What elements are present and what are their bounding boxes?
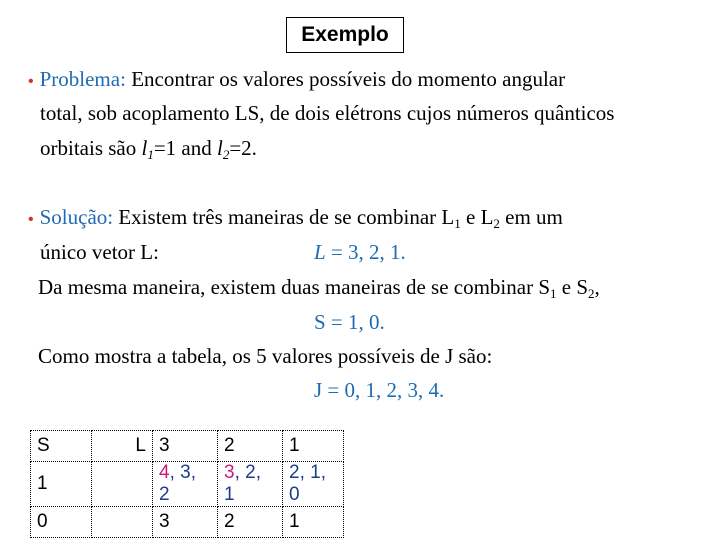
problem-line-3 <box>40 136 257 161</box>
row-cell-l3 <box>153 462 218 507</box>
s-values <box>314 310 385 335</box>
coupling-table <box>30 430 344 538</box>
problem-text-1: Encontrar os valores possíveis do momento angular <box>131 67 566 91</box>
l-symbol: L <box>314 240 326 264</box>
solution-line-1 <box>28 205 563 230</box>
solution-text-3b: e S <box>561 275 588 299</box>
header-l: L <box>92 431 153 462</box>
cell-value: 3 <box>159 511 170 532</box>
solution-line-5 <box>38 344 492 369</box>
l1-value: =1 and <box>153 136 212 160</box>
row-s: 1 <box>31 462 92 507</box>
table-header-row <box>31 431 344 462</box>
row-cell-l1: 1 <box>283 507 344 538</box>
row-cell-l3 <box>153 507 218 538</box>
l-sub-1: 1 <box>454 216 461 231</box>
solution-text-3c: , <box>594 275 600 299</box>
problem-label: Problema: <box>39 67 126 91</box>
l2-symbol: l <box>217 136 223 160</box>
solution-line-3 <box>38 275 600 300</box>
header-l3: 3 <box>153 431 218 462</box>
table-row <box>31 507 344 538</box>
highlight-value: 4 <box>159 462 170 483</box>
row-s: 0 <box>31 507 92 538</box>
header-l1: 1 <box>283 431 344 462</box>
bullet-icon: • <box>28 73 34 90</box>
cell-value: , 2, 1 <box>224 462 261 505</box>
l-values-text: = 3, 2, 1. <box>330 240 406 264</box>
solution-text-1b: e L <box>466 205 494 229</box>
solution-text-2a: único vetor L: <box>40 240 159 264</box>
solution-text-5: Como mostra a tabela, os 5 valores possíveis de J são: <box>38 344 493 368</box>
row-empty <box>92 462 153 507</box>
j-values-text: J = 0, 1, 2, 3, 4. <box>314 378 445 402</box>
solution-text-1c: em um <box>505 205 563 229</box>
s-sub-2: 2 <box>588 286 595 301</box>
solution-text-3a: Da mesma maneira, existem duas maneiras de se combinar S <box>38 275 550 299</box>
l1-subscript: 1 <box>147 147 154 162</box>
row-cell-l2 <box>218 462 283 507</box>
s-values-text: S = 1, 0. <box>314 310 385 334</box>
l2-value: =2. <box>229 136 257 160</box>
row-empty <box>92 507 153 538</box>
bullet-icon: • <box>28 211 34 228</box>
cell-value: , 3, 2 <box>159 462 196 505</box>
row-cell-l2 <box>218 507 283 538</box>
l-values <box>314 240 406 265</box>
cell-value: 2 <box>224 511 235 532</box>
problem-text-3: orbitais são <box>40 136 137 160</box>
problem-text-2: total, sob acoplamento LS, de dois elétrons cujos números quânticos <box>40 101 615 125</box>
j-values <box>314 378 444 403</box>
table-row <box>31 462 344 507</box>
problem-line-1 <box>28 67 565 92</box>
problem-line-2 <box>40 101 614 126</box>
highlight-value: 3 <box>224 462 235 483</box>
header-s: S <box>31 431 92 462</box>
solution-text-1a: Existem três maneiras de se combinar L <box>118 205 455 229</box>
l-sub-2: 2 <box>493 216 500 231</box>
page-title: Exemplo <box>286 17 404 53</box>
s-sub-1: 1 <box>550 286 557 301</box>
row-cell-l1: 2, 1, 0 <box>283 462 344 507</box>
header-l2: 2 <box>218 431 283 462</box>
l2-subscript: 2 <box>222 147 230 162</box>
solution-line-2 <box>40 240 159 265</box>
solution-label: Solução: <box>39 205 114 229</box>
l1-symbol: l <box>141 136 148 160</box>
